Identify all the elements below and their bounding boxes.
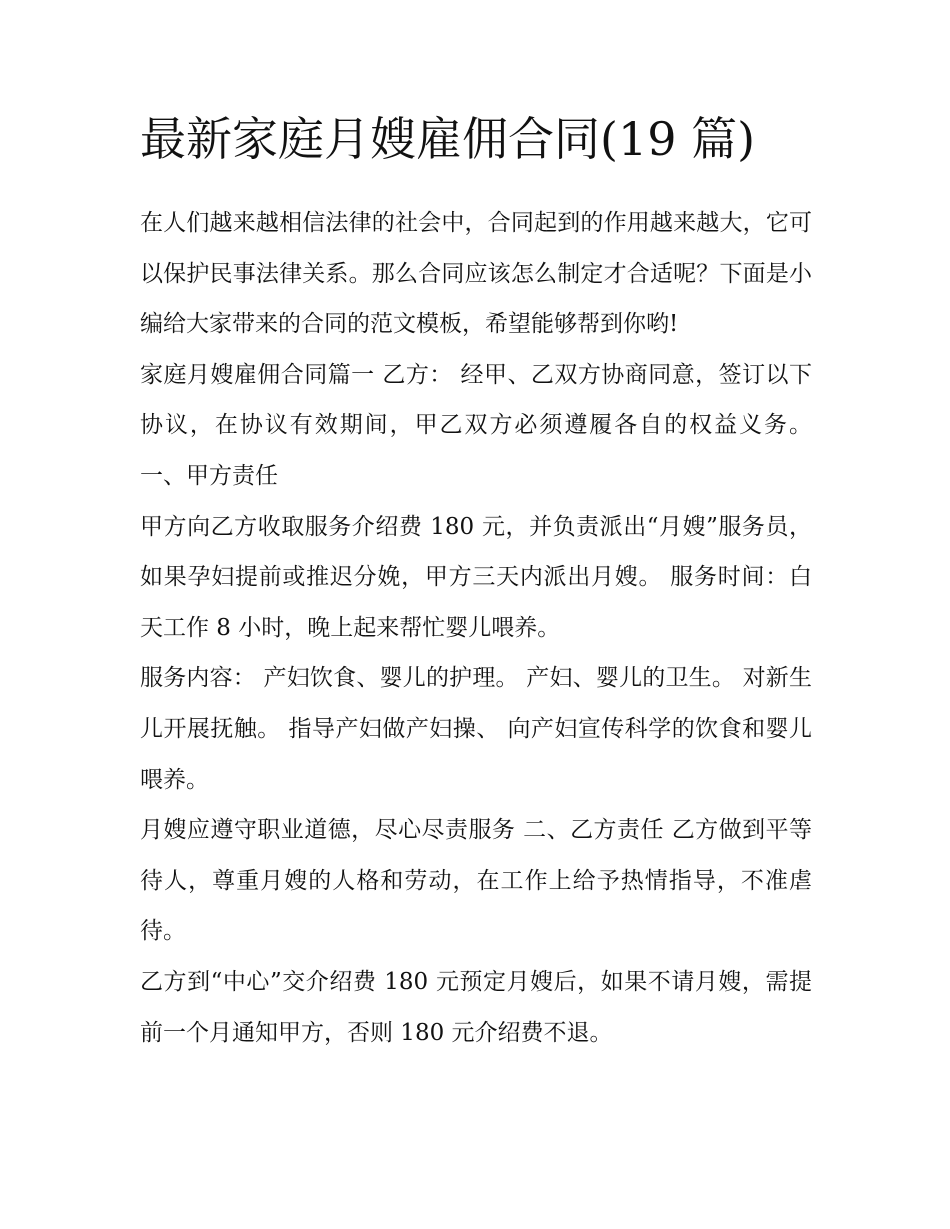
paragraph-party-b-duty: 月嫂应遵守职业道德，尽心尽责服务 二、乙方责任 乙方做到平等待人，尊重月嫂的人格和劳动，在工作上给予热情指导，不准虐待。 — [140, 817, 812, 945]
paragraph-intro: 在人们越来越相信法律的社会中，合同起到的作用越来越大，它可以保护民事法律关系。那么合同应该怎么制定才合适呢？下面是小编给大家带来的合同的范文模板，希望能够帮到你哟! — [140, 210, 812, 338]
paragraph-party-a-fee: 甲方向乙方收取服务介绍费 180 元，并负责派出“月嫂”服务员，如果孕妇提前或推迟分娩，甲方三天内派出月嫂。 服务时间：白天工作 8 小时，晚上起来帮忙婴儿喂养。 — [140, 513, 812, 641]
document-title: 最新家庭月嫂雇佣合同(19 篇) — [140, 112, 756, 166]
paragraph-service-content: 服务内容： 产妇饮食、婴儿的护理。 产妇、婴儿的卫生。 对新生儿开展抚触。 指导产妇做产妇操、 向产妇宣传科学的饮食和婴儿喂养。 — [140, 665, 812, 793]
paragraph-fee-refund: 乙方到“中心”交介绍费 180 元预定月嫂后，如果不请月嫂，需提前一个月通知甲方，否则 180 元介绍费不退。 — [140, 968, 812, 1046]
paragraph-contract-opening: 家庭月嫂雇佣合同篇一 乙方： 经甲、乙双方协商同意，签订以下协议，在协议有效期间，甲乙双方必须遵履各自的权益义务。 一、甲方责任 — [140, 361, 812, 489]
document-body — [140, 198, 812, 1058]
